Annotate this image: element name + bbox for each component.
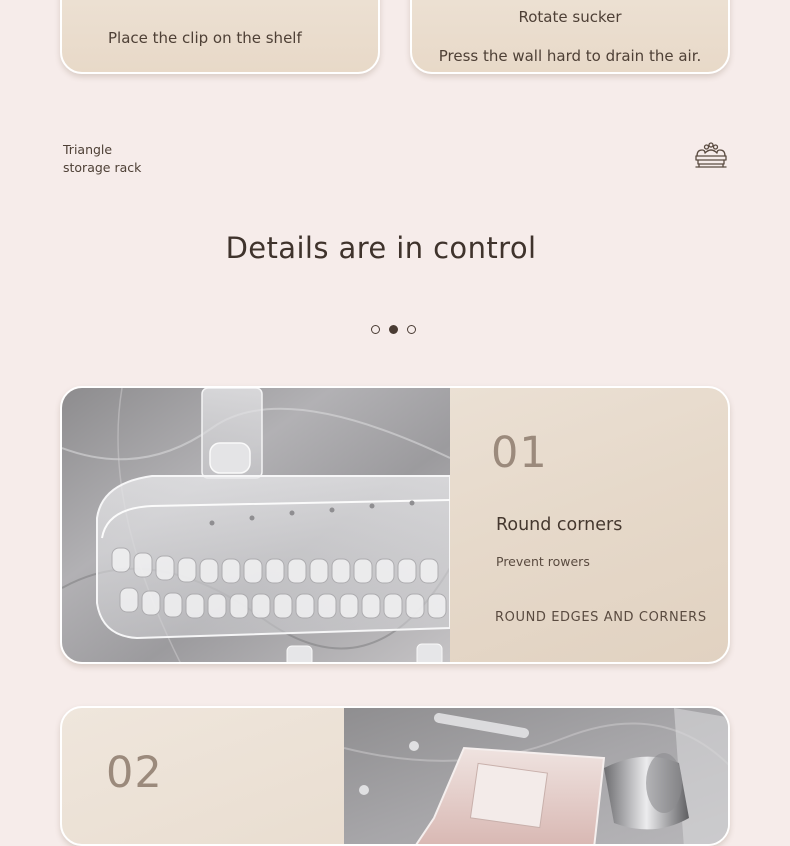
feature-number: 02 <box>106 748 163 798</box>
perfume-rack-photo <box>344 708 730 846</box>
carousel-dot-1[interactable] <box>371 325 380 334</box>
sucker-instruction-card <box>410 0 730 74</box>
sucker-instruction-text: Press the wall hard to drain the air. <box>438 47 702 65</box>
feature-number: 01 <box>491 428 548 478</box>
carousel-dot-3[interactable] <box>407 325 416 334</box>
rack-label <box>63 141 141 177</box>
carousel-dot-2[interactable] <box>389 325 398 334</box>
feature-caption: ROUND EDGES AND CORNERS <box>495 610 707 625</box>
bathtub-icon <box>694 142 728 170</box>
rack-label-line1: Triangle <box>63 142 113 157</box>
round-corner-rack-photo <box>62 388 450 664</box>
clip-instruction-text: Place the clip on the shelf <box>108 29 302 47</box>
detail-card-round-corners <box>60 386 730 664</box>
clip-instruction-card <box>60 0 380 74</box>
rack-label-line2: storage rack <box>63 160 142 175</box>
section-title: Details are in control <box>225 231 537 265</box>
feature-title: Round corners <box>496 515 623 535</box>
detail-card-2 <box>60 706 730 846</box>
sucker-instruction-title: Rotate sucker <box>518 8 622 26</box>
feature-subtitle: Prevent rowers <box>496 554 590 569</box>
